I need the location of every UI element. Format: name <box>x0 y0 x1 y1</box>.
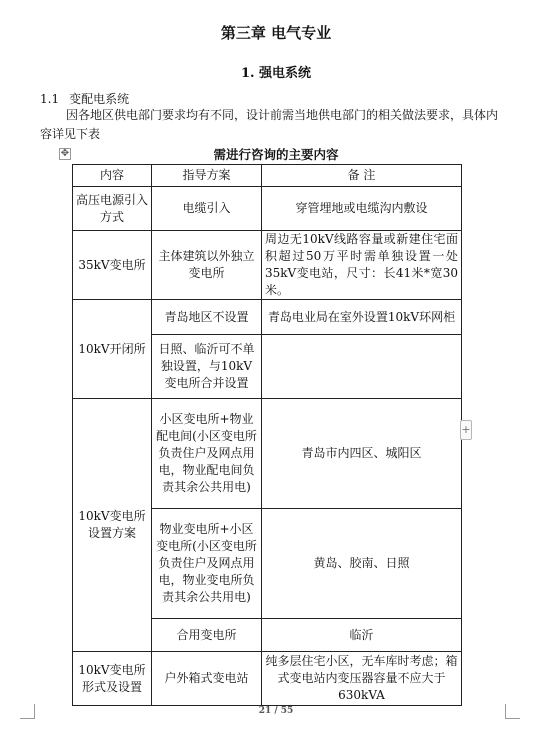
cell-plan: 日照、临沂可不单独设置，与10kV变电所合并设置 <box>152 335 262 399</box>
header-plan: 指导方案 <box>152 165 262 187</box>
cell-content: 10kV开闭所 <box>73 300 152 399</box>
cell-content: 10kV变电所设置方案 <box>73 399 152 652</box>
table-move-handle-icon[interactable]: ✥ <box>60 148 70 159</box>
cell-plan: 合用变电所 <box>152 619 262 652</box>
cell-note <box>262 335 462 399</box>
cell-note: 青岛市内四区、城阳区 <box>262 399 462 509</box>
table-row <box>73 187 462 231</box>
cell-note: 周边无10kV线路容量或新建住宅面积超过50万平时需单独设置一处35kV变电站，尺寸：长41米*宽30米。 <box>262 231 462 300</box>
header-content: 内容 <box>73 165 152 187</box>
section-title: 1. 强电系统 <box>240 66 312 81</box>
table-row <box>73 399 462 509</box>
cell-note: 临沂 <box>262 619 462 652</box>
subsection-number: 1.1 <box>40 92 60 106</box>
chapter-title: 第三章 电气专业 <box>220 24 332 42</box>
cell-plan: 主体建筑以外独立变电所 <box>152 231 262 300</box>
cell-content: 10kV变电所形式及设置 <box>73 652 152 706</box>
cell-note: 青岛电业局在室外设置10kV环网柜 <box>262 300 462 335</box>
page-number: 21 / 55 <box>258 706 294 716</box>
cell-plan: 物业变电所+小区变电所(小区变电所负责住户及网点用电，物业变电所负责其余公共用电) <box>152 509 262 619</box>
cell-note: 黄岛、胶南、日照 <box>262 509 462 619</box>
intro-paragraph: 因各地区供电部门要求均有不同，设计前需当地供电部门的相关做法要求，具体内容详见下表 <box>40 108 499 141</box>
cell-plan: 户外箱式变电站 <box>152 652 262 706</box>
table-caption: 需进行咨询的主要内容 <box>213 147 339 162</box>
table-row <box>73 231 462 300</box>
table-row <box>73 652 462 706</box>
subsection-title: 变配电系统 <box>69 92 130 106</box>
consultation-table <box>72 164 462 706</box>
cell-plan: 小区变电所+物业配电间(小区变电所负责住户及网点用电，物业配电间负责其余公共用电) <box>152 399 262 509</box>
cell-content: 高压电源引入方式 <box>73 187 152 231</box>
header-note: 备 注 <box>262 165 462 187</box>
table-row <box>73 300 462 335</box>
add-column-plus-icon[interactable]: + <box>460 420 472 440</box>
cell-plan: 青岛地区不设置 <box>152 300 262 335</box>
cell-plan: 电缆引入 <box>152 187 262 231</box>
table-header-row <box>73 165 462 187</box>
cell-note: 纯多层住宅小区，无车库时考虑；箱式变电站内变压器容量不应大于630kVA <box>262 652 462 706</box>
subsection-heading <box>40 90 129 107</box>
cell-content: 35kV变电所 <box>73 231 152 300</box>
cell-note: 穿管埋地或电缆沟内敷设 <box>262 187 462 231</box>
